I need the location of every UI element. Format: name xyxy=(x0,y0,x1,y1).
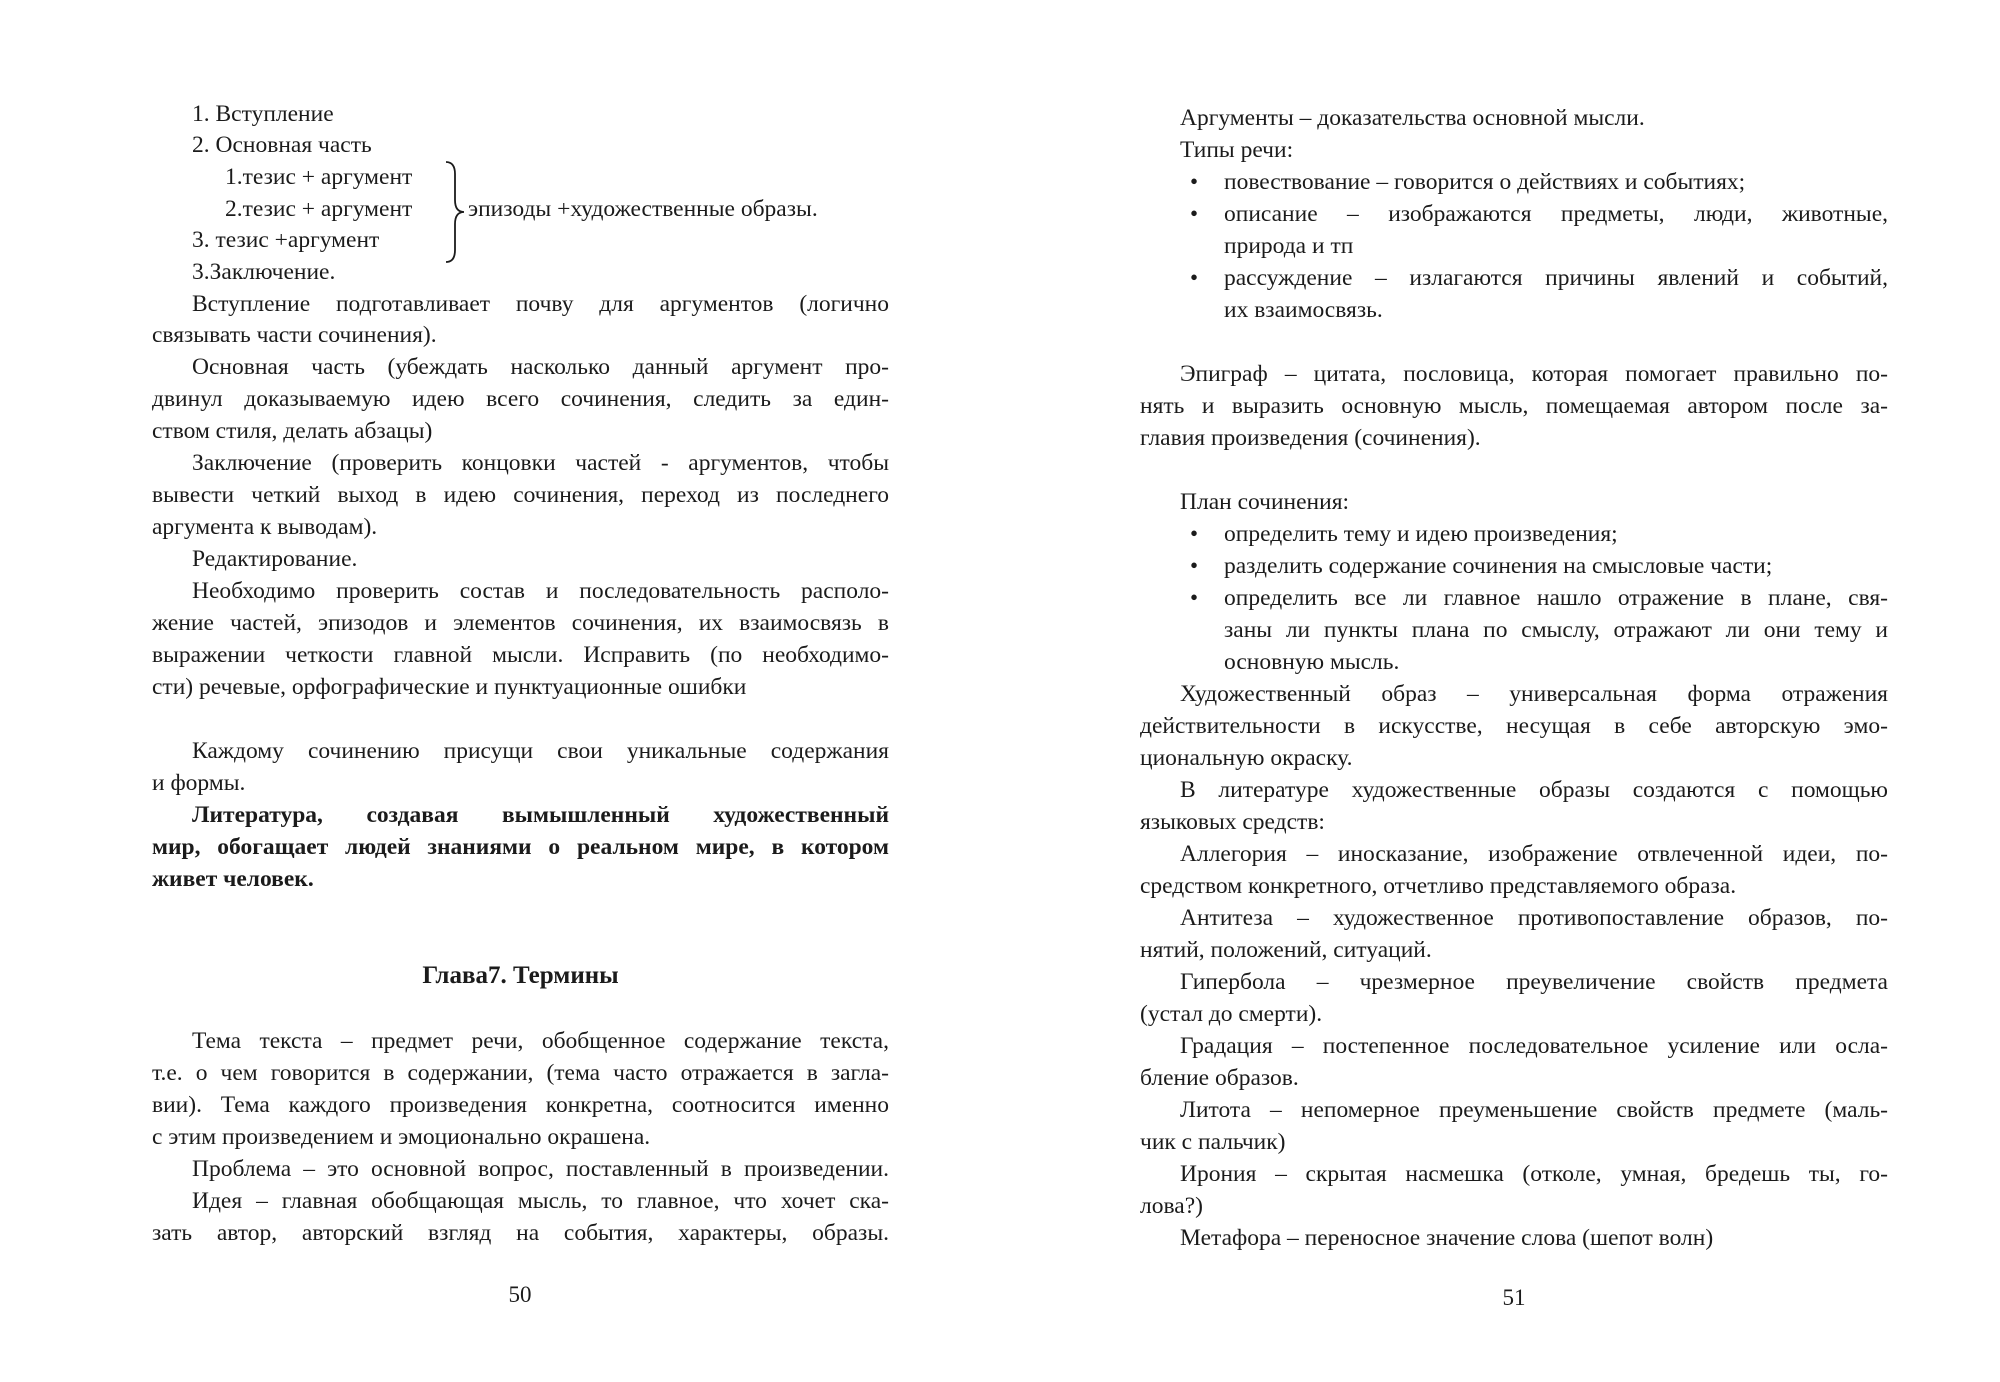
terms-line: т.е. о чем говорится в содержании, (тема часто отражается в загла- xyxy=(152,1060,889,1086)
term-line: чик с пальчик) xyxy=(1140,1129,1286,1155)
term-line: В литературе художественные образы создаются с помощью xyxy=(1180,777,1888,803)
epigraph-line: главия произведения (сочинения). xyxy=(1140,425,1481,451)
outline-sub-3: 3. тезис +аргумент xyxy=(192,227,380,253)
chapter-heading: Глава7. Термины xyxy=(422,962,619,989)
term-line: бление образов. xyxy=(1140,1065,1299,1091)
plan-title: План сочинения: xyxy=(1180,489,1350,515)
body-line: жение частей, эпизодов и элементов сочинения, их взаимосвязь в xyxy=(152,610,889,636)
term-line: средством конкретного, отчетливо представляемого образа. xyxy=(1140,873,1737,899)
term-line: Аллегория – иносказание, изображение отвлеченной идеи, по- xyxy=(1180,841,1888,867)
body-line: Каждому сочинению присущи свои уникальные содержания xyxy=(192,738,889,764)
body-line: вывести четкий выход в идею сочинения, переход из последнего xyxy=(152,482,889,508)
body-line: аргумента к выводам). xyxy=(152,514,378,540)
plan-item-line: заны ли пункты плана по смыслу, отражают ли они тему и xyxy=(1224,617,1888,643)
curly-brace-icon xyxy=(442,160,468,264)
body-line: Редактирование. xyxy=(192,546,358,572)
term-line: действительности в искусстве, несущая в себе авторскую эмо- xyxy=(1140,713,1888,739)
body-line: и формы. xyxy=(152,770,246,796)
bold-statement-line: мир, обогащает людей знаниями о реальном мире, в котором xyxy=(152,834,889,860)
term-line: нятий, положений, ситуаций. xyxy=(1140,937,1432,963)
terms-line: Тема текста – предмет речи, обобщенное содержание текста, xyxy=(192,1028,889,1054)
page-number: 51 xyxy=(1502,1285,1526,1310)
body-line: двинул доказываемую идею всего сочинения, следить за един- xyxy=(152,386,889,412)
body-line: Необходимо проверить состав и последовательность располо- xyxy=(192,578,889,604)
speech-type-line: описание – изображаются предметы, люди, животные, xyxy=(1224,201,1888,227)
epigraph-line: Эпиграф – цитата, пословица, которая помогает правильно по- xyxy=(1180,361,1888,387)
body-line: Вступление подготавливает почву для аргументов (логично xyxy=(192,291,889,317)
epigraph-line: нять и выразить основную мысль, помещаемая автором после за- xyxy=(1140,393,1888,419)
body-line: ством стиля, делать абзацы) xyxy=(152,418,433,444)
bullet-icon: • xyxy=(1190,521,1199,546)
term-line: Гипербола – чрезмерное преувеличение свойств предмета xyxy=(1180,969,1888,995)
body-line: Типы речи: xyxy=(1180,137,1294,163)
bullet-icon: • xyxy=(1190,201,1199,226)
body-line: Аргументы – доказательства основной мысли. xyxy=(1180,105,1645,131)
page-number: 50 xyxy=(508,1282,532,1307)
bullet-icon: • xyxy=(1190,553,1199,578)
outline-sub-2: 2.тезис + аргумент xyxy=(225,196,413,222)
speech-type-line: природа и тп xyxy=(1224,233,1354,259)
term-line: Метафора – переносное значение слова (шепот волн) xyxy=(1180,1225,1714,1251)
terms-line: Идея – главная обобщающая мысль, то главное, что хочет ска- xyxy=(192,1188,889,1214)
bold-statement-line: Литература, создавая вымышленный художественный xyxy=(192,802,889,828)
outline-item-main: 2. Основная часть xyxy=(192,132,372,158)
term-line: языковых средств: xyxy=(1140,809,1325,835)
term-line: (устал до смерти). xyxy=(1140,1001,1323,1027)
body-line: Заключение (проверить концовки частей - аргументов, чтобы xyxy=(192,450,889,476)
plan-item-line: основную мысль. xyxy=(1224,649,1400,675)
plan-item-line: определить все ли главное нашло отражение в плане, свя- xyxy=(1224,585,1888,611)
plan-item-line: определить тему и идею произведения; xyxy=(1224,521,1618,547)
bold-statement-line: живет человек. xyxy=(152,866,314,892)
outline-item-conclusion: 3.Заключение. xyxy=(192,259,336,285)
terms-line: зать автор, авторский взгляд на события, характеры, образы. xyxy=(152,1220,889,1246)
terms-line: Проблема – это основной вопрос, поставленный в произведении. xyxy=(192,1156,889,1182)
terms-line: вии). Тема каждого произведения конкретна, соотносится именно xyxy=(152,1092,889,1118)
term-line: Ирония – скрытая насмешка (отколе, умная, бредешь ты, го- xyxy=(1180,1161,1888,1187)
terms-line: с этим произведением и эмоционально окрашена. xyxy=(152,1124,651,1150)
speech-type-line: их взаимосвязь. xyxy=(1224,297,1383,323)
term-line: циональную окраску. xyxy=(1140,745,1353,771)
outline-item-intro: 1. Вступление xyxy=(192,101,334,127)
speech-type-line: повествование – говорится о действиях и событиях; xyxy=(1224,169,1746,195)
term-line: лова?) xyxy=(1140,1193,1203,1219)
term-line: Антитеза – художественное противопоставление образов, по- xyxy=(1180,905,1888,931)
term-line: Градация – постепенное последовательное усиление или осла- xyxy=(1180,1033,1888,1059)
term-line: Художественный образ – универсальная форма отражения xyxy=(1180,681,1888,707)
outline-sub-1: 1.тезис + аргумент xyxy=(225,164,413,190)
body-line: выражении четкости главной мысли. Исправить (по необходимо- xyxy=(152,642,889,668)
bullet-icon: • xyxy=(1190,265,1199,290)
body-line: сти) речевые, орфографические и пунктуационные ошибки xyxy=(152,674,747,700)
bullet-icon: • xyxy=(1190,585,1199,610)
plan-item-line: разделить содержание сочинения на смысловые части; xyxy=(1224,553,1773,579)
body-line: связывать части сочинения). xyxy=(152,322,437,348)
speech-type-line: рассуждение – излагаются причины явлений и событий, xyxy=(1224,265,1888,291)
bullet-icon: • xyxy=(1190,169,1199,194)
right-page xyxy=(1000,0,2000,1382)
term-line: Литота – непомерное преуменьшение свойств предмете (маль- xyxy=(1180,1097,1888,1123)
outline-brace-note: эпизоды +художественные образы. xyxy=(468,196,818,222)
body-line: Основная часть (убеждать насколько данный аргумент про- xyxy=(192,354,889,380)
